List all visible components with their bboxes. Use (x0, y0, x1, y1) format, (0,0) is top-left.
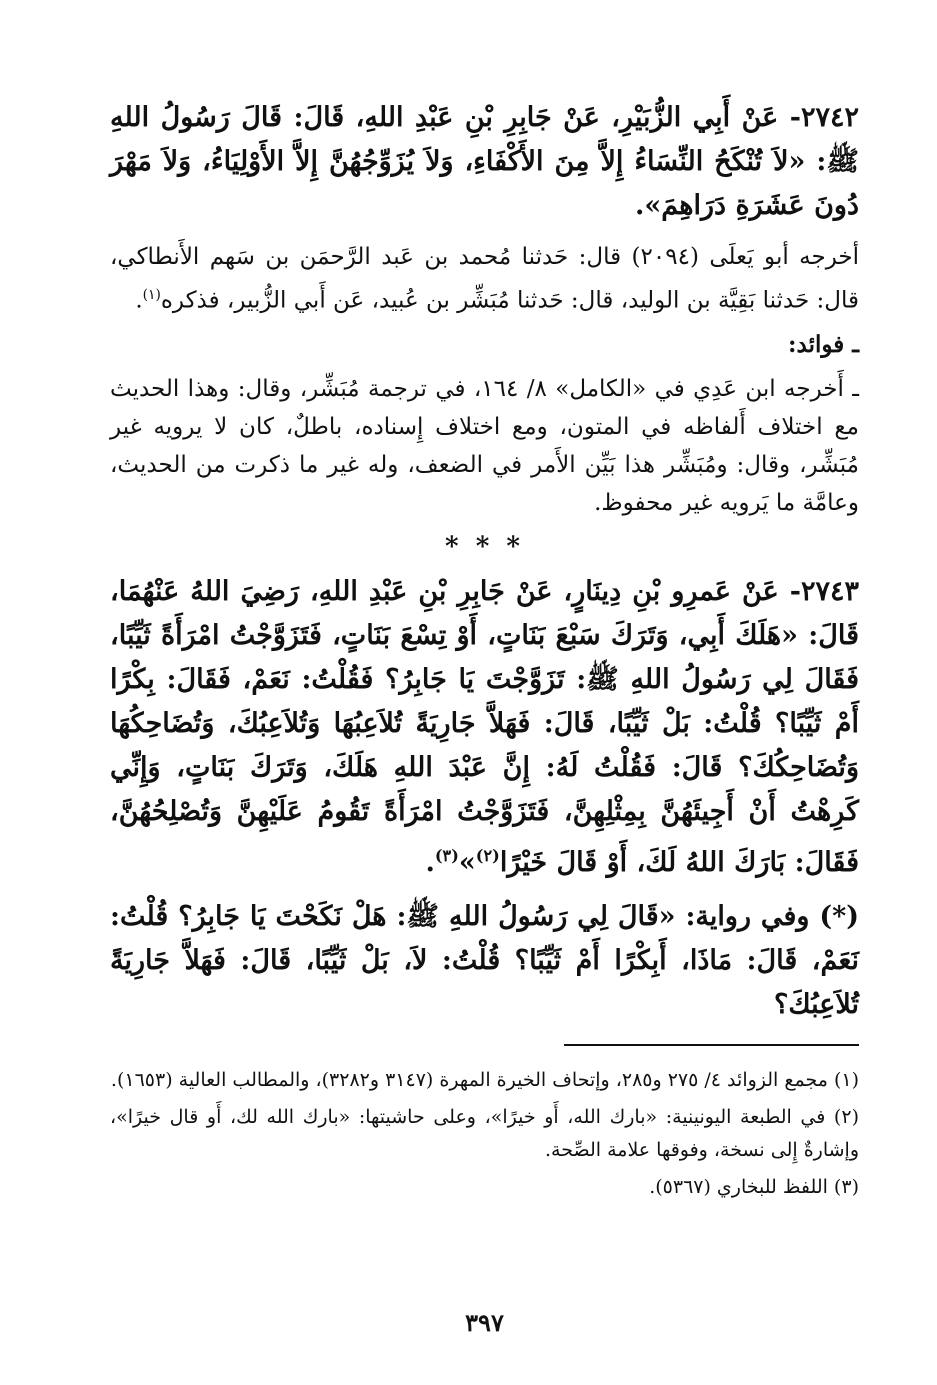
book-page (110, 96, 859, 1345)
hadith-2742 (110, 96, 859, 228)
quote-close: » (458, 846, 476, 878)
footnote-3: (٣) اللفظ للبخاري (٥٣٦٧). (649, 1176, 859, 1198)
hadith-end: . (425, 846, 435, 878)
takhrij-end: . (135, 287, 143, 314)
hadith-isnad: عَنْ أَبِي الزُّبَيْرِ، عَنْ جَابِرِ بْنِ عَبْدِ اللهِ، قَالَ: قَالَ رَسُولُ اللهِ ﷺ: (110, 102, 859, 177)
footnote-ref[interactable]: (٢) (475, 845, 500, 865)
fawaid-paragraph: ـ أَخرجه ابن عَدِي في «الكامل» ٨/ ١٦٤، في ترجمة مُبَشِّر، وقال: وهذا الحديث مع اختلاف أَلفاظه في المتون، ومع اختلاف إِسناده، باطلٌ، كان لا يرويه غير مُبَشِّر، وقال: ومُبَشِّر هذا بَيِّن الأَمر في الضعف، وله غير ما ذكرت من الحديث، وعامَّة ما يَرويه غير محفوظ. (110, 375, 859, 516)
page-number: ٣٩٧ (465, 1308, 504, 1337)
footnote-ref[interactable]: (٣) (434, 845, 459, 865)
hadith-2743 (110, 570, 859, 885)
hadith-matn: «لاَ تُنْكَحُ النِّسَاءُ إِلاَّ مِنَ الأَكْفَاءِ، وَلاَ يُزَوِّجُهُنَّ إِلاَّ الأَوْلِيَاءُ، وَلاَ مَهْرَ دُونَ عَشَرَةِ دَرَاهِمَ». (110, 146, 859, 221)
footnotes (110, 1064, 859, 1208)
riwaya-paragraph: (*) وفي رواية: «قَالَ لِي رَسُولُ اللهِ ﷺ: هَلْ نَكَحْتَ يَا جَابِرُ؟ قُلْتُ: نَعَمْ، قَالَ: مَاذَا، أَبِكْرًا أَمْ ثَيِّبًا؟ قُلْتُ: لاَ، بَلْ ثَيِّبًا، قَالَ: فَهَلاَّ جَارِيَةً تُلاَعِبُكَ؟ (110, 900, 859, 1020)
footnote-2: (٢) في الطبعة اليونينية: «بارك الله، أَو خيرًا»، وعلى حاشيتها: «بارك الله لك، أَو قال خيرًا»، وإشارةٌ إِلى نسخة، وفوقها علامة الصِّحة. (110, 1106, 859, 1161)
takhrij-text: أخرجه أبو يَعلَى (٢٠٩٤) قال: حَدثنا مُحمد بن عَبد الرَّحمَن بن سَهم الأَنطاكي، قال: حَدثنا بَقِيَّة بن الوليد، قال: حَدثنا مُبَشِّر بن عُبيد، عَن أَبي الزُّبير، فذكره (110, 244, 859, 314)
fawaid-heading: ـ فوائد: (788, 330, 859, 358)
section-separator: * * * (445, 531, 524, 562)
hadith-number: ٢٧٤٣- (789, 575, 859, 607)
footnote-divider (564, 1044, 859, 1046)
footnote-1: (١) مجمع الزوائد ٤/ ٢٧٥ و٢٨٥، وإتحاف الخيرة المهرة (٣١٤٧ و٣٢٨٢)، والمطالب العالية (١٦٥٣). (110, 1069, 859, 1091)
hadith-isnad: عَنْ عَمرِو بْنِ دِينَارٍ، عَنْ جَابِرِ بْنِ عَبْدِ اللهِ، رَضِيَ اللهُ عَنْهُمَا، قَالَ: (110, 575, 859, 651)
footnote-ref[interactable]: (١) (142, 287, 161, 303)
hadith-number: ٢٧٤٢- (789, 102, 859, 133)
hadith-matn: «هَلَكَ أَبِي، وَتَرَكَ سَبْعَ بَنَاتٍ، أَوْ تِسْعَ بَنَاتٍ، فَتَزَوَّجْتُ امْرَأَةً ثَيِّبًا، فَقَالَ لِي رَسُولُ اللهِ ﷺ: تَزَوَّجْتَ يَا جَابِرُ؟ فَقُلْتُ: نَعَمْ، فَقَالَ: بِكْرًا أَمْ ثَيِّبًا؟ قُلْتُ: بَلْ ثَيِّبًا، قَالَ: فَهَلاَّ جَارِيَةً تُلاَعِبُهَا وَتُلاَعِبُكَ، وَتُضَاحِكُهَا وَتُضَاحِكُكَ؟ قَالَ: فَقُلْتُ لَهُ: إِنَّ عَبْدَ اللهِ هَلَكَ، وَتَرَكَ بَنَاتٍ، وَإِنِّي كَرِهْتُ أَنْ أَجِيئَهُنَّ بِمِثْلِهِنَّ، فَتَزَوَّجْتُ امْرَأَةً تَقُومُ عَلَيْهِنَّ وَتُصْلِحُهُنَّ، فَقَالَ: بَارَكَ اللهُ لَكَ، أَوْ قَالَ خَيْرًا (110, 619, 859, 878)
takhrij-paragraph (110, 238, 859, 320)
